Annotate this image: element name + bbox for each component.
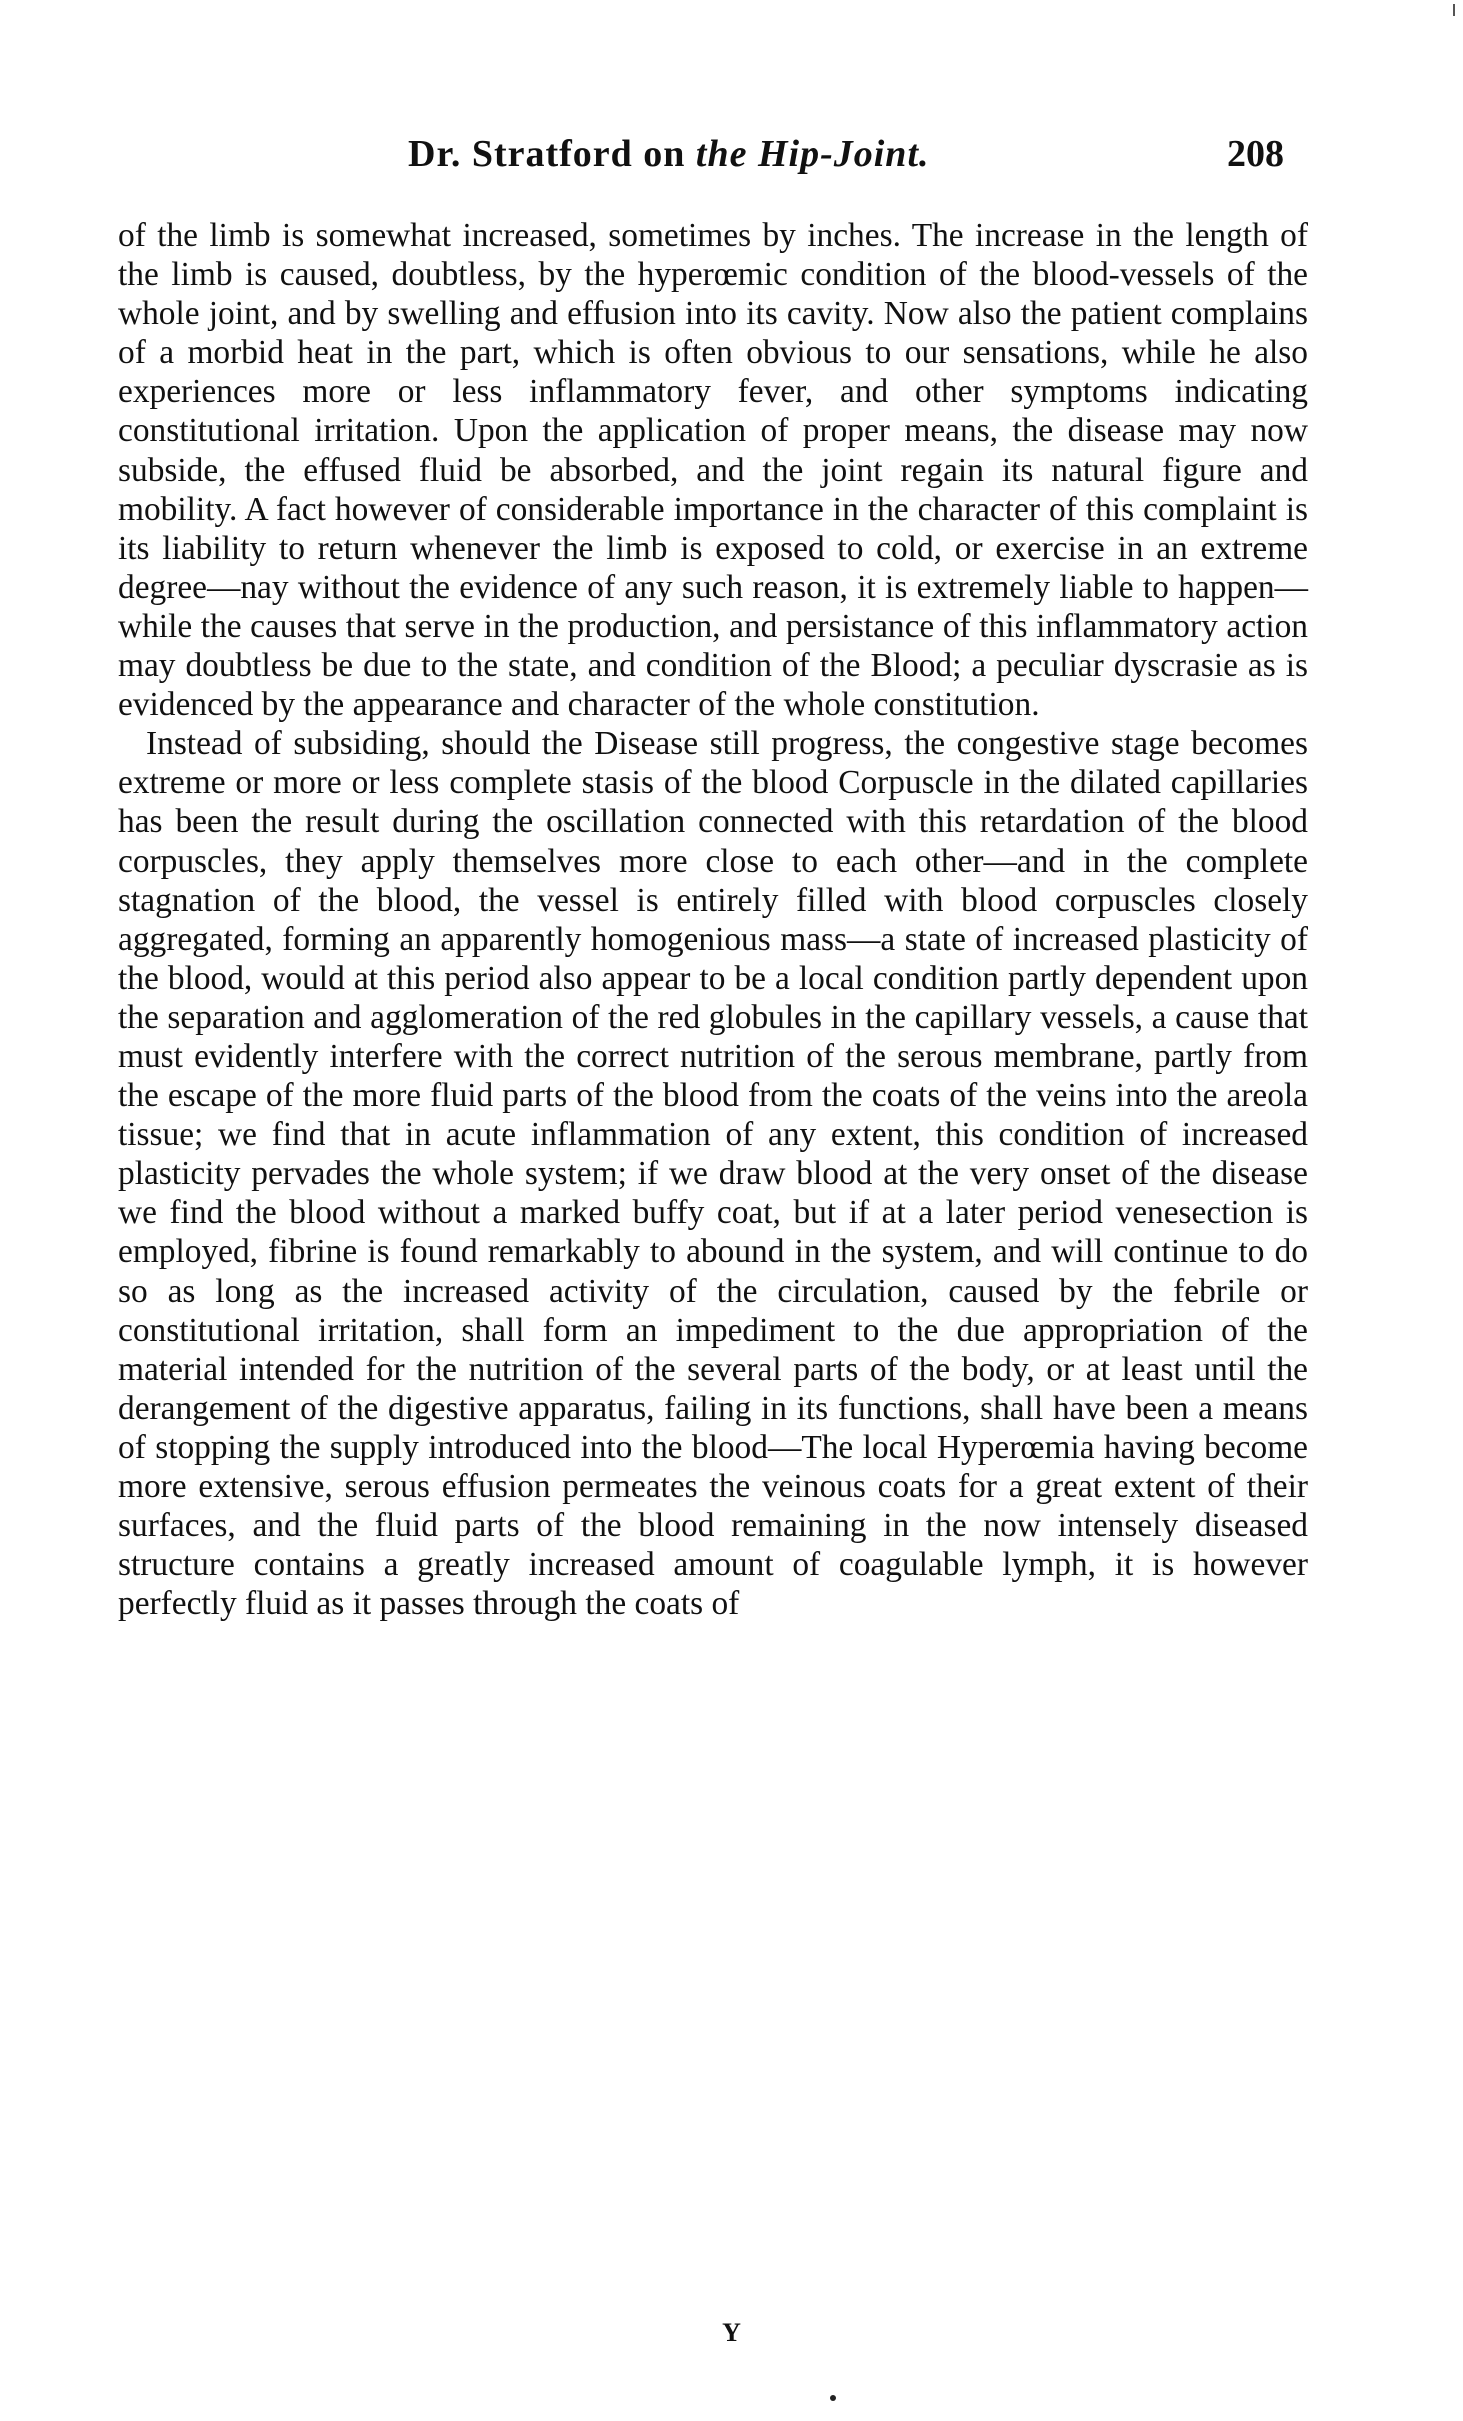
margin-mark: [1453, 4, 1455, 16]
page-number: 208: [1227, 133, 1284, 175]
ink-speck: [830, 2395, 836, 2401]
running-head: [408, 132, 930, 176]
running-head-subject: the Hip-Joint.: [695, 133, 930, 175]
body-text: [118, 216, 1308, 1623]
signature-mark: Y: [722, 2318, 741, 2347]
paragraph-disease-progress: Instead of subsiding, should the Disease still progress, the congestive stage becomes extreme or more or less complete stasis of the blood Corpuscle in the dilated capillaries has been the result during the oscillation connected with this retardation of the blood corpuscles, they apply themselves more close to each other—and in the complete stagnation of the blood, the vessel is entirely filled with blood corpuscles closely aggregated, forming an apparently homogenious mass—a state of increased plasticity of the blood, would at this period also appear to be a local condition partly dependent upon the separation and agglomeration of the red globules in the capillary vessels, a cause that must evidently interfere with the correct nutrition of the serous membrane, partly from the escape of the more fluid parts of the blood from the coats of the veins into the areola tissue; we find that in acute inflammation of any extent, this condition of increased plasticity pervades the whole system; if we draw blood at the very onset of the disease we find the blood without a marked buffy coat, but if at a later period venesection is employed, fibrine is found remarkably to abound in the system, and will continue to do so as long as the increased activity of the circulation, caused by the febrile or constitutional irritation, shall form an impediment to the due appropriation of the material intended for the nutrition of the several parts of the body, or at least until the derangement of the digestive apparatus, failing in its functions, shall have been a means of stopping the supply introduced into the blood—The local Hyperœmia having become more extensive, serous effusion permeates the veinous coats for a great extent of their surfaces, and the fluid parts of the blood remaining in the now intensely diseased structure contains a greatly increased amount of coagulable lymph, it is however perfectly fluid as it passes through the coats of: [118, 725, 1308, 1623]
running-head-author: Dr. Stratford on: [408, 133, 696, 175]
paragraph-continuation: of the limb is somewhat increased, sometimes by inches. The increase in the length of the limb is caused, doubtless, by the hyperœmic condition of the blood-vessels of the whole joint, and by swelling and effusion into its cavity. Now also the patient complains of a morbid heat in the part, which is often obvious to our sensations, while he also experiences more or less inflammatory fever, and other symptoms indicating constitutional irritation. Upon the application of proper means, the disease may now subside, the effused fluid be absorbed, and the joint regain its natural figure and mobility. A fact however of considerable importance in the character of this complaint is its liability to return whenever the limb is exposed to cold, or exercise in an extreme degree—nay without the evidence of any such reason, it is extremely liable to happen—while the causes that serve in the production, and persistance of this inflammatory action may doubtless be due to the state, and condition of the Blood; a peculiar dyscrasie as is evidenced by the appearance and character of the whole constitution.: [118, 217, 1308, 724]
page-header: [118, 132, 1308, 192]
